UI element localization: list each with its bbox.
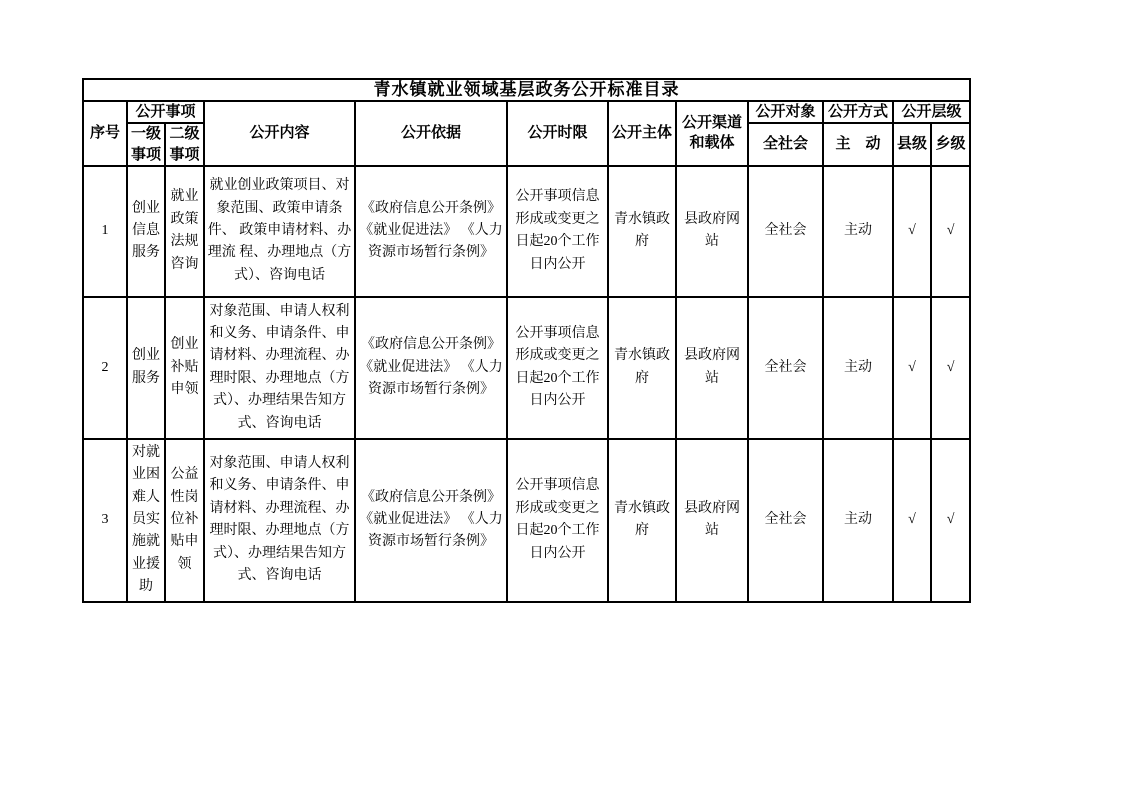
disclosure-standard-table [82, 78, 971, 603]
cell-subject: 青水镇政府 [608, 166, 676, 297]
table-title-row [83, 79, 970, 101]
cell-channel: 县政府网站 [676, 439, 748, 602]
cell-channel: 县政府网站 [676, 166, 748, 297]
cell-audience: 全社会 [748, 439, 823, 602]
col-header-serial: 序号 [83, 101, 127, 166]
cell-content: 就业创业政策项目、对象范围、政策申请条件、 政策申请材料、办理流 程、办理地点（方式）、咨询电话 [204, 166, 355, 297]
col-header-basis: 公开依据 [355, 101, 507, 166]
col-header-audience-sub: 全社会 [748, 123, 823, 166]
cell-basis: 《政府信息公开条例》《就业促进法》 《人力资源市场暂行条例》 [355, 439, 507, 602]
cell-level2: 公益性岗位补贴申领 [165, 439, 204, 602]
cell-time-limit: 公开事项信息形成或变更之日起20个工作日内公开 [507, 439, 608, 602]
cell-method: 主动 [823, 166, 893, 297]
cell-level2: 就业政策法规咨询 [165, 166, 204, 297]
col-header-level1: 一级事项 [127, 123, 165, 166]
col-header-county: 县级 [893, 123, 931, 166]
cell-township-check: √ [931, 297, 970, 439]
col-header-township: 乡级 [931, 123, 970, 166]
cell-basis: 《政府信息公开条例》《就业促进法》 《人力资源市场暂行条例》 [355, 297, 507, 439]
cell-serial: 1 [83, 166, 127, 297]
cell-level1: 创业信息服务 [127, 166, 165, 297]
cell-serial: 3 [83, 439, 127, 602]
cell-method: 主动 [823, 439, 893, 602]
cell-audience: 全社会 [748, 297, 823, 439]
col-header-method: 公开方式 [823, 101, 893, 123]
col-header-channel: 公开渠道和载体 [676, 101, 748, 166]
cell-subject: 青水镇政府 [608, 297, 676, 439]
table-row [83, 439, 970, 602]
cell-county-check: √ [893, 297, 931, 439]
cell-level1: 对就业困难人员实施就业援助 [127, 439, 165, 602]
cell-time-limit: 公开事项信息形成或变更之日起20个工作日内公开 [507, 297, 608, 439]
cell-level2: 创业补贴申领 [165, 297, 204, 439]
cell-township-check: √ [931, 166, 970, 297]
cell-level1: 创业服务 [127, 297, 165, 439]
table-row [83, 297, 970, 439]
cell-serial: 2 [83, 297, 127, 439]
header-row-top [83, 101, 970, 123]
col-header-time-limit: 公开时限 [507, 101, 608, 166]
cell-county-check: √ [893, 166, 931, 297]
col-header-method-sub: 主 动 [823, 123, 893, 166]
col-header-subject: 公开主体 [608, 101, 676, 166]
col-header-content: 公开内容 [204, 101, 355, 166]
page-title: 青水镇就业领域基层政务公开标准目录 [83, 79, 970, 101]
cell-county-check: √ [893, 439, 931, 602]
cell-content: 对象范围、申请人权利和义务、申请条件、申请材料、办理流程、办理时限、办理地点（方式）、办理结果告知方式、咨询电话 [204, 297, 355, 439]
table-row [83, 166, 970, 297]
col-header-level2: 二级事项 [165, 123, 204, 166]
cell-subject: 青水镇政府 [608, 439, 676, 602]
cell-audience: 全社会 [748, 166, 823, 297]
cell-content: 对象范围、申请人权利和义务、申请条件、申请材料、办理流程、办理时限、办理地点（方式）、办理结果告知方式、咨询电话 [204, 439, 355, 602]
cell-channel: 县政府网站 [676, 297, 748, 439]
col-header-matters: 公开事项 [127, 101, 204, 123]
col-header-level: 公开层级 [893, 101, 970, 123]
cell-method: 主动 [823, 297, 893, 439]
cell-township-check: √ [931, 439, 970, 602]
col-header-audience: 公开对象 [748, 101, 823, 123]
cell-basis: 《政府信息公开条例》《就业促进法》 《人力资源市场暂行条例》 [355, 166, 507, 297]
cell-time-limit: 公开事项信息形成或变更之日起20个工作日内公开 [507, 166, 608, 297]
